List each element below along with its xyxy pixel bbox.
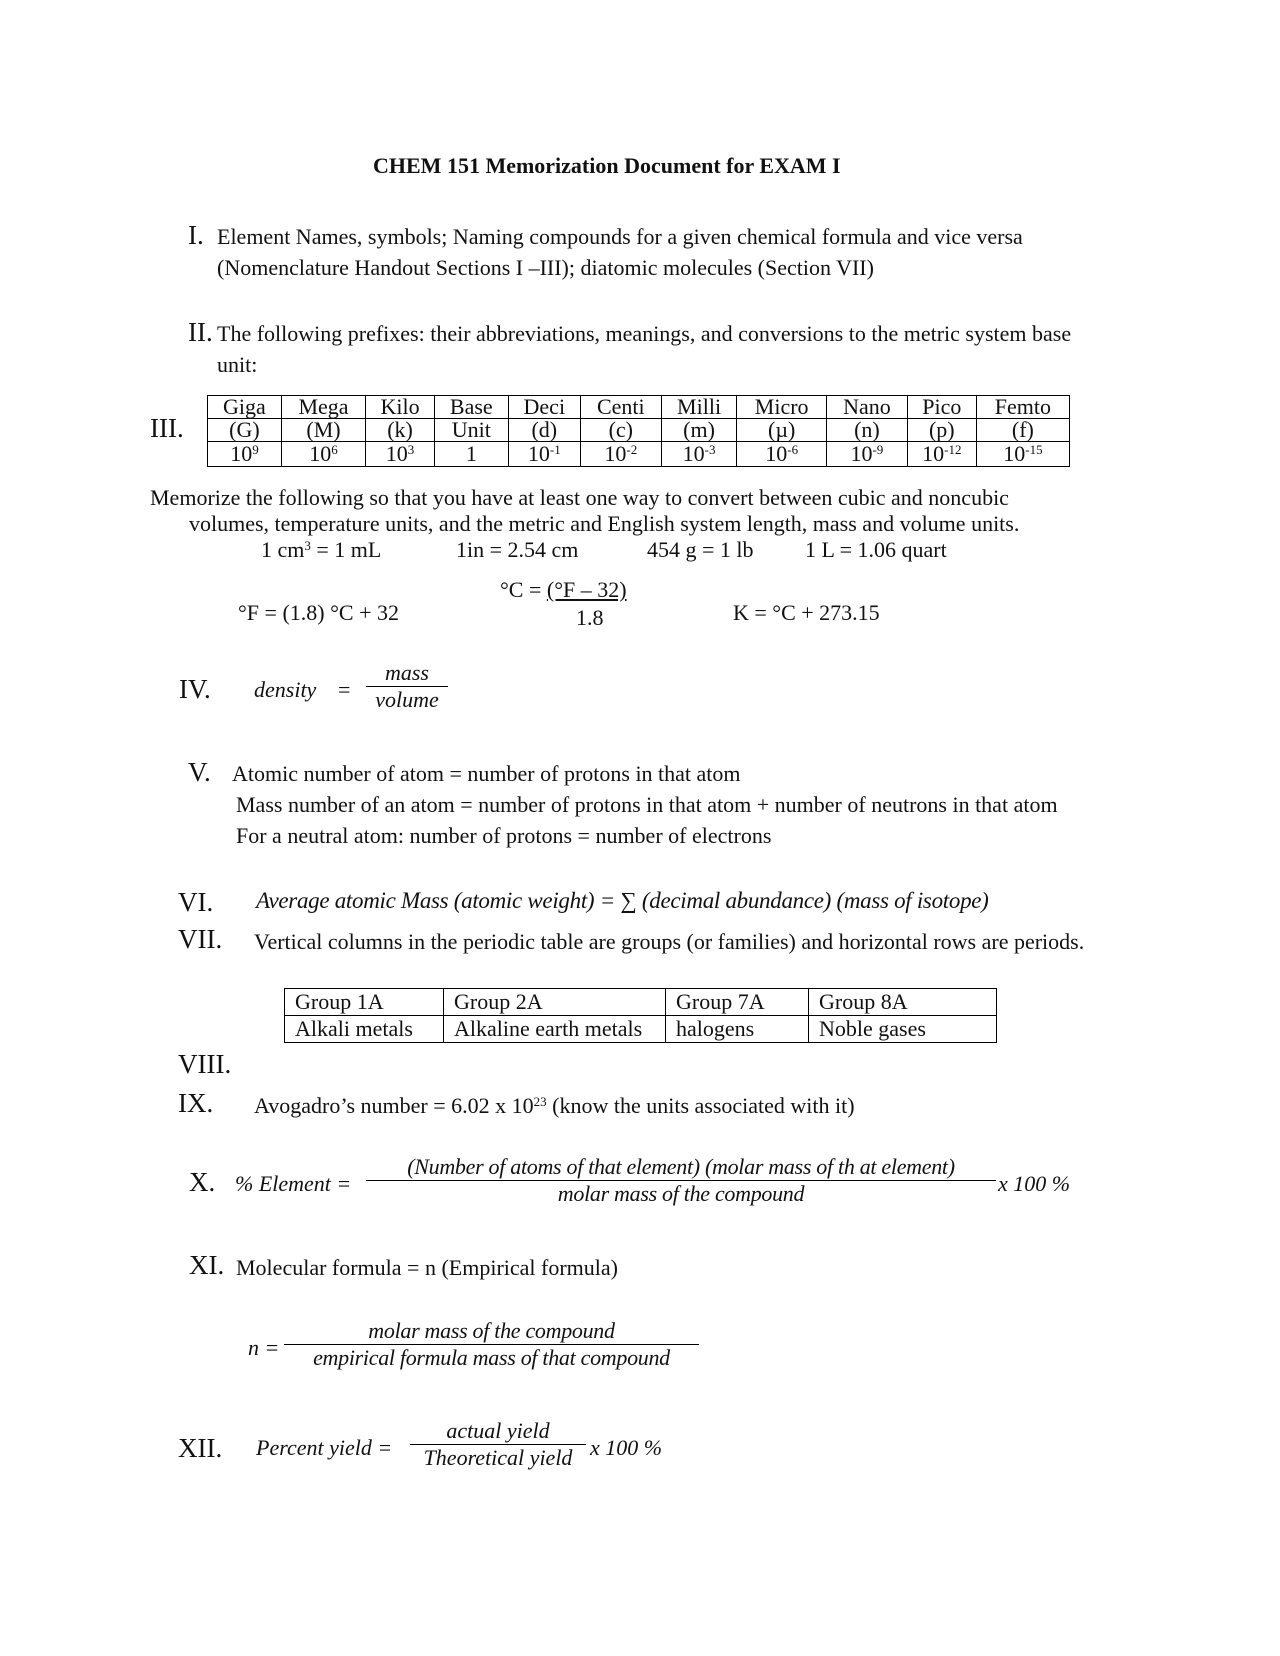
section-2-line-1: The following prefixes: their abbreviations, meanings, and conversions to the metric system base [217, 321, 1072, 346]
percent-yield-fraction [410, 1418, 586, 1471]
prefix-value-base: 10 [765, 441, 788, 466]
prefix-symbol: (c) [580, 419, 661, 442]
n-numerator: molar mass of the compound [368, 1318, 615, 1343]
section-number-4: IV. [179, 674, 211, 704]
prefix-symbol-row [208, 419, 1070, 442]
prefix-value-base: 10 [850, 441, 873, 466]
density-fraction [366, 660, 448, 713]
conversion-cm-exponent: 3 [304, 538, 311, 553]
prefix-name: Kilo [366, 396, 435, 419]
group-name: Alkali metals [285, 1016, 444, 1043]
average-atomic-mass-formula: Average atomic Mass (atomic weight) = ∑ (decimal abundance) (mass of isotope) [256, 888, 989, 913]
percent-element-fraction [366, 1154, 996, 1207]
percent-yield-denominator: Theoretical yield [410, 1444, 586, 1471]
prefix-value-exponent: -2 [626, 442, 638, 457]
prefix-name: Centi [580, 396, 661, 419]
prefix-value [281, 442, 365, 467]
periodic-groups-table [284, 988, 997, 1043]
prefix-symbol: (µ) [737, 419, 827, 442]
prefix-value-row [208, 442, 1070, 467]
prefix-name: Femto [976, 396, 1069, 419]
prefix-value [434, 442, 508, 467]
density-denominator: volume [366, 686, 448, 713]
prefix-symbol: (k) [366, 419, 435, 442]
prefix-symbol: (m) [661, 419, 737, 442]
prefix-value [976, 442, 1069, 467]
prefix-value-base: 10 [604, 441, 627, 466]
prefix-symbol: (G) [208, 419, 282, 442]
section-number-8: VIII. [178, 1049, 232, 1079]
celsius-denominator: 1.8 [576, 605, 604, 630]
prefix-value [580, 442, 661, 467]
prefix-value-exponent: -12 [944, 442, 962, 457]
prefix-name: Nano [826, 396, 907, 419]
conversion-cm-ml [261, 537, 381, 563]
percent-element-lhs: % Element = [235, 1171, 352, 1196]
prefix-value [508, 442, 580, 467]
prefix-name: Milli [661, 396, 737, 419]
section-number-11: XI. [189, 1250, 225, 1280]
avogadro-text-a: Avogadro’s number = 6.02 x 10 [254, 1093, 534, 1118]
section-number-12: XII. [178, 1433, 223, 1463]
prefix-name: Pico [907, 396, 976, 419]
prefix-value [366, 442, 435, 467]
group-name: halogens [666, 1016, 809, 1043]
density-numerator: mass [384, 660, 429, 685]
group-label: Group 8A [809, 989, 997, 1016]
section-number-3: III. [150, 413, 184, 443]
avogadro-text-b: (know the units associated with it) [546, 1093, 855, 1118]
prefix-value-exponent: 9 [252, 442, 259, 457]
prefix-value [208, 442, 282, 467]
section-5-line-2: Mass number of an atom = number of protons in that atom + number of neutrons in that atom [236, 792, 1058, 817]
section-5-line-3: For a neutral atom: number of protons = number of electrons [236, 823, 772, 848]
prefix-name: Giga [208, 396, 282, 419]
page-title: CHEM 151 Memorization Document for EXAM I [373, 153, 841, 178]
prefix-symbol: Unit [434, 419, 508, 442]
prefix-value [907, 442, 976, 467]
prefix-value-exponent: 3 [407, 442, 415, 457]
prefix-name: Micro [737, 396, 827, 419]
section-1-line-2: (Nomenclature Handout Sections I –III); diatomic molecules (Section VII) [217, 255, 874, 280]
prefix-value-base: 10 [385, 441, 408, 466]
prefix-symbol: (n) [826, 419, 907, 442]
celsius-formula [500, 577, 627, 603]
prefix-value-exponent: -3 [704, 442, 716, 457]
celsius-numerator: (°F – 32) [546, 577, 627, 602]
section-number-2: II. [188, 317, 213, 347]
section-number-5: V. [188, 757, 211, 787]
prefix-value-exponent: -15 [1025, 442, 1043, 457]
section-number-9: IX. [178, 1088, 214, 1118]
avogadro-text [254, 1093, 855, 1119]
percent-yield-lhs: Percent yield = [256, 1435, 393, 1460]
section-number-6: VI. [178, 887, 214, 917]
prefix-value [826, 442, 907, 467]
section-number-10: X. [189, 1167, 216, 1197]
prefix-value-base: 10 [309, 441, 332, 466]
section-7-text: Vertical columns in the periodic table are groups (or families) and horizontal rows are periods. [254, 929, 1085, 954]
prefix-value-exponent: -1 [549, 442, 561, 457]
prefix-name: Base [434, 396, 508, 419]
group-row [285, 989, 997, 1016]
group-name: Noble gases [809, 1016, 997, 1043]
n-denominator: empirical formula mass of that compound [284, 1344, 699, 1371]
group-name-row [285, 1016, 997, 1043]
prefix-value-base: 10 [1003, 441, 1026, 466]
memorize-line-1: Memorize the following so that you have at least one way to convert between cubic and noncubic [150, 485, 1009, 510]
conversion-l-quart: 1 L = 1.06 quart [805, 537, 947, 562]
prefix-name-row [208, 396, 1070, 419]
memorize-line-2: volumes, temperature units, and the metric and English system length, mass and volume units. [189, 511, 1020, 536]
percent-element-numerator: (Number of atoms of that element) (molar mass of th at element) [407, 1154, 955, 1179]
prefix-value-base: 10 [230, 441, 253, 466]
prefix-name: Mega [281, 396, 365, 419]
prefix-value-exponent: -9 [872, 442, 884, 457]
section-1-line-1: Element Names, symbols; Naming compounds for a given chemical formula and vice versa [217, 224, 1023, 249]
prefix-name: Deci [508, 396, 580, 419]
conversion-cm-lhs: 1 cm [261, 537, 305, 562]
percent-yield-tail: x 100 % [590, 1435, 663, 1460]
prefix-value-exponent: 6 [331, 442, 338, 457]
section-2-line-2: unit: [217, 352, 258, 377]
density-equals: = [338, 677, 351, 702]
prefix-value-base: 10 [922, 441, 945, 466]
prefix-symbol: (f) [976, 419, 1069, 442]
n-lhs: n = [248, 1335, 280, 1360]
prefix-value-exponent: -6 [787, 442, 799, 457]
section-number-1: I. [188, 220, 204, 250]
prefix-value-base: 1 [465, 441, 477, 466]
section-number-7: VII. [178, 924, 223, 954]
prefix-value-base: 10 [682, 441, 705, 466]
prefix-symbol: (M) [281, 419, 365, 442]
conversion-cm-rhs: = 1 mL [310, 537, 382, 562]
celsius-prefix: °C = [500, 577, 547, 602]
prefix-value [737, 442, 827, 467]
kelvin-formula: K = °C + 273.15 [733, 600, 880, 625]
section-11-text: Molecular formula = n (Empirical formula) [236, 1255, 618, 1280]
percent-element-tail: x 100 % [998, 1171, 1071, 1196]
percent-element-denominator: molar mass of the compound [366, 1180, 996, 1207]
conversion-g-lb: 454 g = 1 lb [647, 537, 754, 562]
percent-yield-numerator: actual yield [446, 1418, 550, 1443]
n-fraction [284, 1318, 699, 1371]
group-name: Alkaline earth metals [444, 1016, 666, 1043]
group-label: Group 2A [444, 989, 666, 1016]
prefix-symbol: (p) [907, 419, 976, 442]
avogadro-exponent: 23 [533, 1094, 547, 1109]
density-lhs: density [254, 677, 317, 702]
fahrenheit-formula: °F = (1.8) °C + 32 [238, 600, 399, 625]
prefix-value-base: 10 [527, 441, 550, 466]
group-label: Group 7A [666, 989, 809, 1016]
prefix-symbol: (d) [508, 419, 580, 442]
group-label: Group 1A [285, 989, 444, 1016]
section-5-line-1: Atomic number of atom = number of protons in that atom [232, 761, 741, 786]
prefix-value [661, 442, 737, 467]
conversion-in-cm: 1in = 2.54 cm [456, 537, 579, 562]
prefix-table [207, 395, 1070, 467]
